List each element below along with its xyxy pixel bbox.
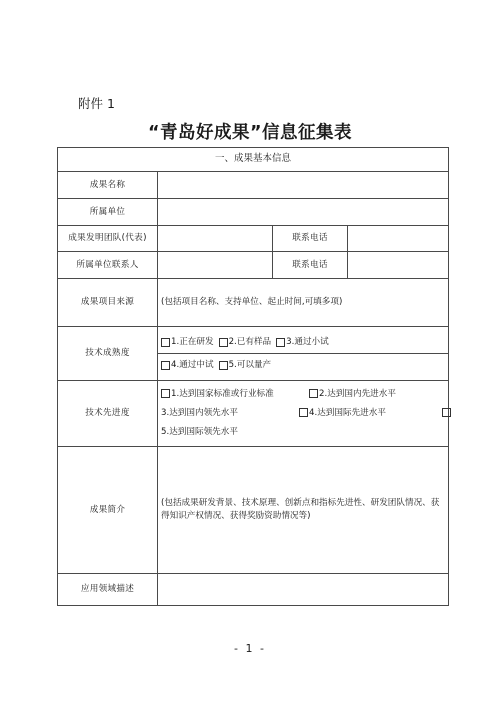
summary-hint: (包括成果研发背景、技术原理、创新点和指标先进性、研发团队情况、获得知识产权情况、获得奖励资助情况等) <box>161 498 440 521</box>
achievement-name-field[interactable] <box>158 172 449 199</box>
document-title: “青岛好成果”信息征集表 <box>147 123 352 143</box>
summary-label: 成果简介 <box>58 447 158 574</box>
project-source-label: 成果项目来源 <box>58 279 158 327</box>
unit-contact-label: 所属单位联系人 <box>58 252 158 279</box>
section-header: 一、成果基本信息 <box>58 148 449 172</box>
contact-phone-field[interactable] <box>348 252 449 279</box>
maturity-option-5: 5.可以量产 <box>228 359 272 370</box>
maturity-checkbox-5[interactable] <box>219 361 228 370</box>
info-collection-form <box>57 147 449 606</box>
maturity-checkbox-3[interactable] <box>276 338 285 347</box>
project-source-hint: (包括项目名称、支持单位、起止时间,可填多项) <box>161 297 343 308</box>
contact-phone-label: 联系电话 <box>273 252 348 279</box>
maturity-option-3: 3.通过小试 <box>286 336 329 347</box>
project-source-field[interactable] <box>158 279 449 327</box>
application-field-label: 应用领域描述 <box>58 574 158 606</box>
maturity-option-2: 2.已有样品 <box>228 336 272 347</box>
team-field[interactable] <box>158 226 273 252</box>
unit-contact-field[interactable] <box>158 252 273 279</box>
affiliated-unit-field[interactable] <box>158 199 449 226</box>
maturity-option-4: 4.通过中试 <box>171 359 214 370</box>
maturity-checkbox-2[interactable] <box>219 338 228 347</box>
maturity-label: 技术成熟度 <box>58 327 158 381</box>
application-field-input[interactable] <box>158 574 449 606</box>
advancement-option-3: 3.达到国内领先水平 <box>161 407 238 418</box>
advancement-checkbox-1[interactable] <box>161 389 170 398</box>
achievement-name-label: 成果名称 <box>58 172 158 199</box>
team-label: 成果发明团队(代表) <box>58 226 158 252</box>
advancement-option-1: 1.达到国家标准或行业标准 <box>171 388 274 399</box>
maturity-options <box>158 327 449 381</box>
team-phone-field[interactable] <box>348 226 449 252</box>
advancement-option-2: 2.达到国内先进水平 <box>319 388 396 399</box>
advancement-option-5: 5.达到国际领先水平 <box>161 426 238 437</box>
maturity-option-1: 1.正在研发 <box>171 336 214 347</box>
advancement-checkbox-4[interactable] <box>299 408 308 417</box>
page-number: - 1 - <box>234 642 266 655</box>
advancement-checkbox-2[interactable] <box>309 389 318 398</box>
summary-field[interactable] <box>158 447 449 574</box>
advancement-option-4: 4.达到国际先进水平 <box>309 407 386 418</box>
maturity-checkbox-4[interactable] <box>161 361 170 370</box>
maturity-checkbox-1[interactable] <box>161 338 170 347</box>
advancement-options <box>158 381 449 447</box>
affiliated-unit-label: 所属单位 <box>58 199 158 226</box>
advancement-checkbox-3[interactable] <box>442 408 451 417</box>
attachment-label: 附件 1 <box>78 96 115 111</box>
team-phone-label: 联系电话 <box>273 226 348 252</box>
advancement-label: 技术先进度 <box>58 381 158 447</box>
